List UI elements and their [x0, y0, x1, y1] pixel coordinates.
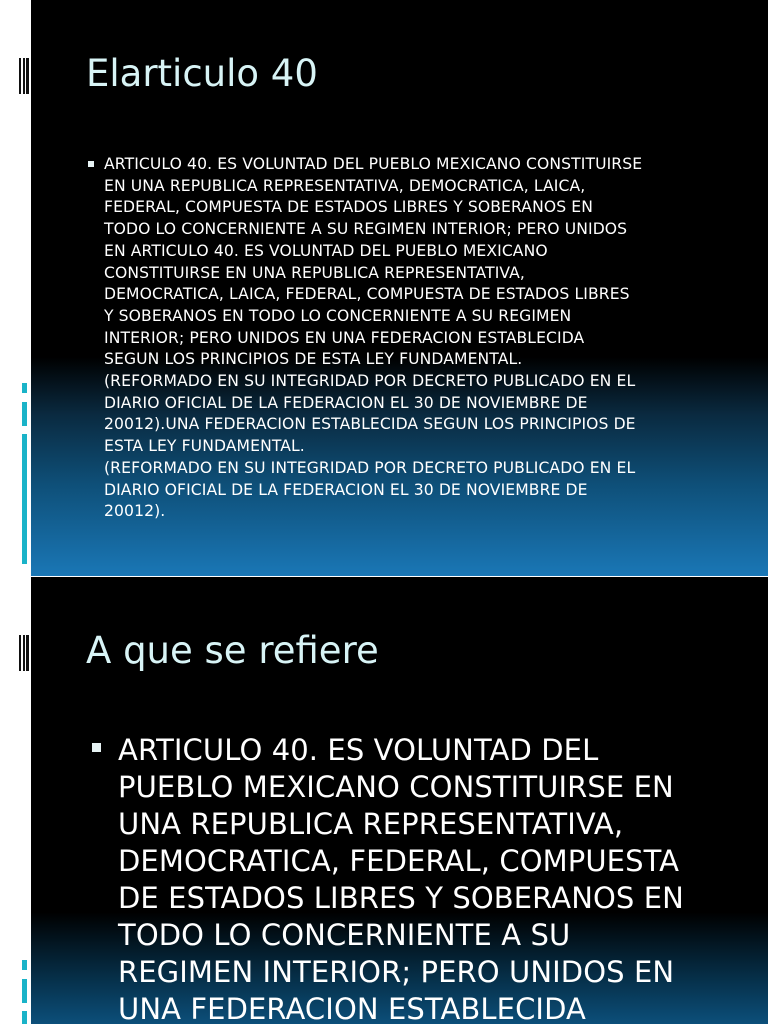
edge-accent-mark: [22, 383, 27, 393]
bullet-item: [92, 732, 732, 1024]
slide-left-edge: [0, 0, 31, 576]
edge-accent-mark: [22, 960, 27, 970]
slide-title: Elarticulo 40: [86, 52, 318, 95]
text-line: UNA REPUBLICA REPRESENTATIVA,: [118, 807, 624, 841]
text-line: 20012).UNA FEDERACION ESTABLECIDA SEGUN LOS PRINCIPIOS DE: [104, 415, 636, 434]
text-line: PUEBLO MEXICANO CONSTITUIRSE EN: [118, 770, 674, 804]
text-line: ARTICULO 40. ES VOLUNTAD DEL: [118, 733, 599, 767]
text-line: DEMOCRATICA, FEDERAL, COMPUESTA: [118, 844, 680, 878]
text-line: (REFORMADO EN SU INTEGRIDAD POR DECRETO PUBLICADO EN EL: [104, 372, 636, 391]
text-line: TODO LO CONCERNIENTE A SU: [118, 918, 571, 952]
text-line: FEDERAL, COMPUESTA DE ESTADOS LIBRES Y SOBERANOS EN: [104, 198, 593, 217]
bullet-item: [88, 154, 728, 523]
text-line: DE ESTADOS LIBRES Y SOBERANOS EN: [118, 881, 684, 915]
text-line: DIARIO OFICIAL DE LA FEDERACION EL 30 DE NOVIEMBRE DE: [104, 393, 588, 412]
text-line: DEMOCRATICA, LAICA, FEDERAL, COMPUESTA DE ESTADOS LIBRES: [104, 285, 630, 304]
text-line: TODO LO CONCERNIENTE A SU REGIMEN INTERIOR; PERO UNIDOS: [104, 220, 628, 239]
text-line: (REFORMADO EN SU INTEGRIDAD POR DECRETO PUBLICADO EN EL: [104, 458, 636, 477]
bullet-square-icon: [88, 161, 94, 167]
text-line: ARTICULO 40. ES VOLUNTAD DEL PUEBLO MEXICANO CONSTITUIRSE: [104, 155, 643, 173]
text-line: CONSTITUIRSE EN UNA REPUBLICA REPRESENTATIVA,: [104, 263, 525, 282]
text-line: SEGUN LOS PRINCIPIOS DE ESTA LEY FUNDAMENTAL.: [104, 350, 523, 369]
text-line: UNA FEDERACION ESTABLECIDA: [118, 992, 586, 1024]
text-line: ESTA LEY FUNDAMENTAL.: [104, 437, 305, 456]
text-line: REGIMEN INTERIOR; PERO UNIDOS EN: [118, 955, 675, 989]
bullet-text: [104, 154, 642, 523]
edge-accent-bar: [22, 434, 27, 564]
text-line: DIARIO OFICIAL DE LA FEDERACION EL 30 DE NOVIEMBRE DE: [104, 480, 588, 499]
bullet-text: [118, 732, 684, 1024]
text-line: INTERIOR; PERO UNIDOS EN UNA FEDERACION ESTABLECIDA: [104, 328, 585, 347]
edge-accent-mark: [22, 402, 27, 426]
text-line: EN UNA REPUBLICA REPRESENTATIVA, DEMOCRATICA, LAICA,: [104, 176, 586, 195]
edge-accent-bar: [22, 1011, 27, 1024]
bullet-square-icon: [92, 743, 101, 752]
slide-2: [0, 577, 768, 1024]
slide-title: A que se refiere: [86, 629, 379, 672]
edge-bars-decoration: [19, 635, 29, 671]
text-line: EN ARTICULO 40. ES VOLUNTAD DEL PUEBLO MEXICANO: [104, 241, 548, 260]
edge-bars-decoration: [19, 58, 29, 94]
slide-left-edge: [0, 577, 31, 1024]
text-line: Y SOBERANOS EN TODO LO CONCERNIENTE A SU REGIMEN: [104, 306, 572, 325]
text-line: 20012).: [104, 502, 166, 521]
edge-accent-mark: [22, 979, 27, 1003]
